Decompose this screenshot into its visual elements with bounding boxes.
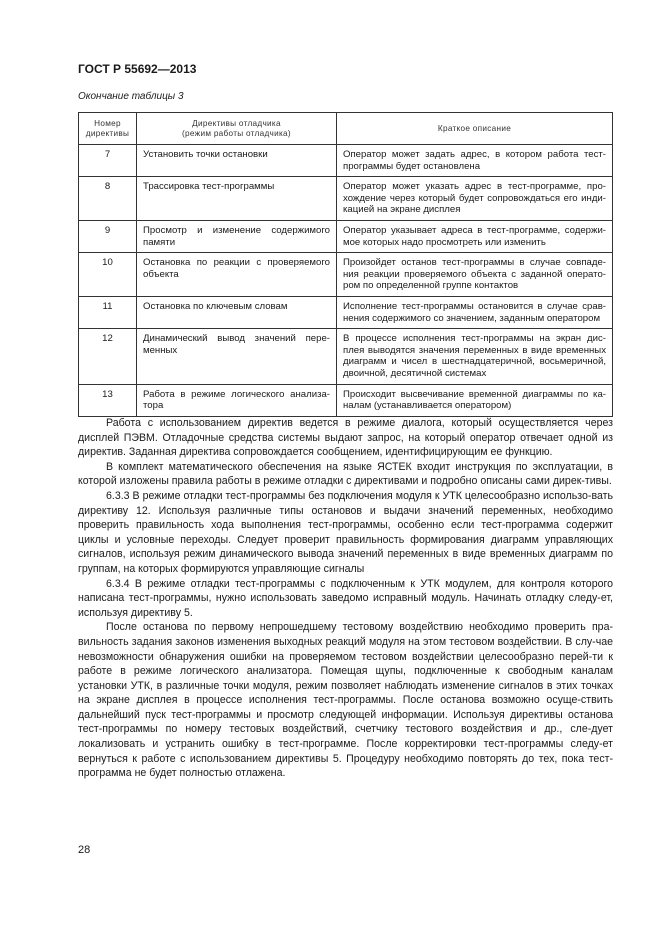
row-number: 7 (79, 145, 137, 177)
row-number: 10 (79, 253, 137, 297)
table-row (79, 329, 613, 384)
directives-table (78, 112, 613, 417)
paragraph: Работа с использованием директив ведется в режиме диалога, который осуществляется через дисплей ПЭВМ. Отладочные средства системы выдают запрос, на который оператор отвечает одной из директив. Заданная директива сопровождается сообщением, идентифицирующим ее функцию. (78, 417, 613, 459)
column-header-description: Краткое описание (337, 113, 613, 145)
column-header-directive: Директивы отладчика (режим работы отладчика) (137, 113, 337, 145)
row-description: Произойдет останов тест-программы в случае совпаде-ния реакции проверяемого объекта с заданной операто-ром по определенной группе контактов (337, 253, 613, 297)
table-row (79, 145, 613, 177)
paragraph: После останова по первому непрошедшему тестовому воздействию необходимо проверить пра-вильность задания законов изменения выходных реакций модуля на этом тестовом воздействии. В слу-чае невозможности обнаружения ошибки на проверяемом тестовом воздействии целесообразно перей-ти к работе в режиме логического анализатора. Помещая щупы, подключенные к свободным каналам установки УТК, в различные точки модуля, режим позволяет наблюдать изменение сигналов в этих точках на экране дисплея в процессе исполнения тест-программы. После останова возможно осуще-ствить дальнейший пуск тест-программы и просмотр следующей информации. Используя директивы останова тест-программы по номеру тестовых воздействий, счетчику тестового воздействия и др., сле-дует локализовать и устранить ошибку в тест-программе. После корректировки тест-программы следу-ет вернуться к работе с использованием директивы 5. Процедуру необходимо повторять до тех, пока тест-программа не будет полностью отлажена. (78, 621, 613, 780)
row-directive: Установить точки остановки (137, 145, 337, 177)
row-description: Оператор может указать адрес в тест-программе, про-хождение через который будет сопровождаться его инди-кацией на экране дисплея (337, 177, 613, 221)
table-row (79, 384, 613, 416)
table-caption: Окончание таблицы 3 (78, 91, 184, 102)
paragraph: 6.3.4 В режиме отладки тест-программы с подключенным к УТК модулем, для контроля которого написана тест-программы, нужно использовать заведомо исправный модуль. Начинать отладку следу-ет, используя директиву 5. (78, 577, 613, 619)
row-description: Исполнение тест-программы остановится в случае срав-нения содержимого со значением, заданным оператором (337, 296, 613, 328)
row-directive: Остановка по реакции с проверяемого объекта (137, 253, 337, 297)
paragraph: В комплект математического обеспечения на языке ЯСТЕК входит инструкция по эксплуатации, в которой изложены правила работы в режиме отладки с директивами и подробно описаны сами дирек-тивы. (78, 460, 613, 488)
table-row (79, 177, 613, 221)
body-text (78, 416, 613, 781)
row-number: 12 (79, 329, 137, 384)
row-directive: Просмотр и изменение содержимого памяти (137, 220, 337, 252)
table-row (79, 296, 613, 328)
table-header-row (79, 113, 613, 145)
row-number: 11 (79, 296, 137, 328)
row-directive: Работа в режиме логического анализа-тора (137, 384, 337, 416)
paragraph: 6.3.3 В режиме отладки тест-программы без подключения модуля к УТК целесообразно использо-вать директиву 12. Используя различные типы остановов и выдачи значений переменных, необходимо проверить правильность хода выполнения тест-программы, особенно если тест-программа содержит циклы и условные переходы. Следует проверит правильность формирования диаграмм управляющих сигналов, используя режим динамического вывода значений переменных в виде временных диаграмм по группам, на которых формируются управляющие сигналы (78, 489, 613, 575)
row-directive: Динамический вывод значений пере-менных (137, 329, 337, 384)
page-number: 28 (78, 844, 91, 856)
row-number: 8 (79, 177, 137, 221)
row-description: Оператор может задать адрес, в котором работа тест-программы будет остановлена (337, 145, 613, 177)
row-description: В процессе исполнения тест-программы на экран дис-плея выводятся значения переменных в виде временных диаграмм и чисел в шестнадцатеричной, восьмеричной, двоичной, десятичной системах (337, 329, 613, 384)
row-number: 13 (79, 384, 137, 416)
table-row (79, 253, 613, 297)
row-directive: Трассировка тест-программы (137, 177, 337, 221)
document-header: ГОСТ Р 55692—2013 (78, 62, 197, 76)
row-number: 9 (79, 220, 137, 252)
row-directive: Остановка по ключевым словам (137, 296, 337, 328)
column-header-number: Номер директивы (79, 113, 137, 145)
row-description: Происходит высвечивание временной диаграммы по ка-налам (устанавливается оператором) (337, 384, 613, 416)
table-row (79, 220, 613, 252)
row-description: Оператор указывает адреса в тест-программе, содержи-мое которых надо просмотреть или изменить (337, 220, 613, 252)
